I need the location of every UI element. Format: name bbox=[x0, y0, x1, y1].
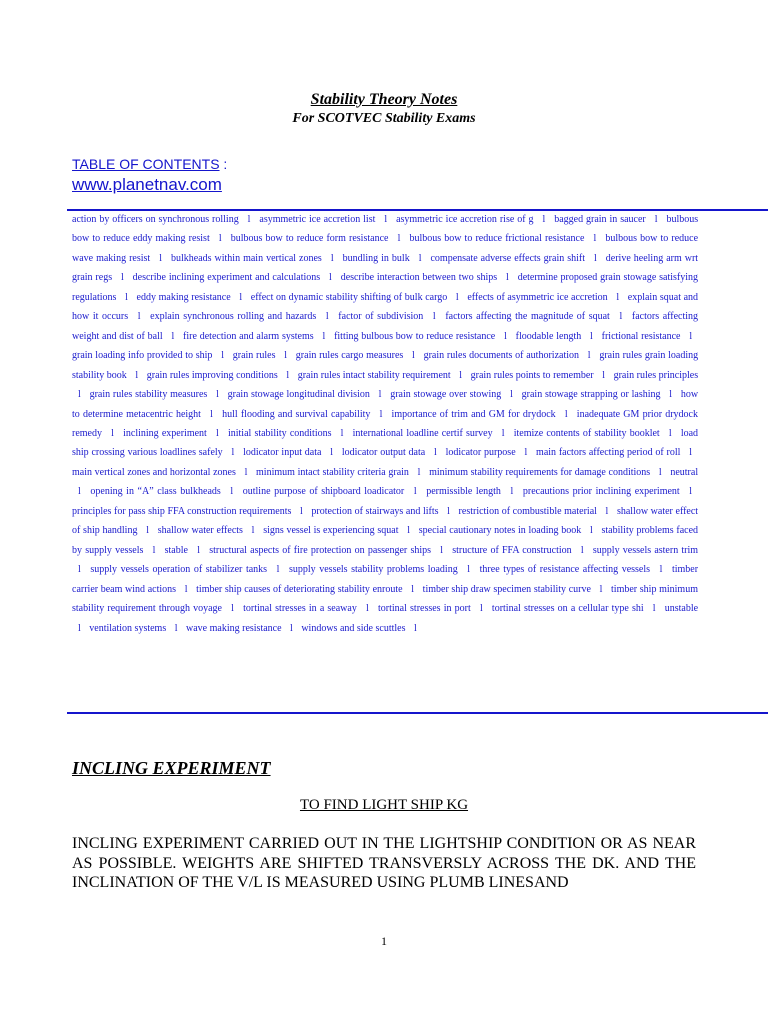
toc-entry-link[interactable]: principles for pass ship FFA construction requirements bbox=[72, 505, 292, 517]
toc-separator: l bbox=[146, 525, 149, 537]
toc-entry-link[interactable]: determine proposed grain stowage satisfying regulations bbox=[72, 272, 699, 303]
toc-entry-link[interactable]: effect on dynamic stability shifting of bulk cargo bbox=[250, 291, 448, 303]
toc-entry-link[interactable]: inadequate GM prior drydock remedy bbox=[72, 408, 698, 439]
toc-separator: l bbox=[589, 525, 593, 537]
document-subtitle: For SCOTVEC Stability Exams bbox=[292, 111, 476, 126]
toc-entry-link[interactable]: action by officers on synchronous rolling bbox=[72, 214, 239, 225]
toc-separator: l bbox=[659, 564, 663, 576]
toc-entry-link[interactable]: tortinal stresses on a cellular type shi bbox=[491, 603, 644, 615]
toc-entry-link[interactable]: grain rules cargo measures bbox=[295, 350, 404, 362]
toc-separator: l bbox=[125, 291, 128, 303]
toc-entry-link[interactable]: grain rules bbox=[232, 350, 276, 362]
toc-entry-link[interactable]: permissible length bbox=[426, 486, 501, 498]
toc-separator: l bbox=[184, 583, 188, 595]
toc-separator: l bbox=[379, 408, 383, 420]
toc-separator: l bbox=[171, 330, 175, 342]
toc-entry-link[interactable]: grain loading info provided to ship bbox=[72, 350, 213, 362]
toc-separator: l bbox=[668, 427, 672, 439]
toc-separator: l bbox=[230, 486, 234, 498]
toc-separator: l bbox=[689, 447, 693, 459]
toc-separator: l bbox=[654, 214, 658, 225]
toc-entry-link[interactable]: grain stowage strapping or lashing bbox=[521, 389, 661, 401]
toc-separator: l bbox=[397, 233, 401, 245]
toc-entry-link[interactable]: effects of asymmetric ice accretion bbox=[467, 291, 608, 303]
toc-separator: l bbox=[407, 525, 411, 537]
toc-separator: l bbox=[300, 505, 303, 517]
toc-entry-link[interactable]: special cautionary notes in loading book bbox=[418, 525, 582, 537]
toc-separator: l bbox=[417, 466, 421, 478]
toc-entry-link[interactable]: minimum intact stability criteria grain bbox=[256, 466, 409, 478]
toc-separator: l bbox=[564, 408, 568, 420]
toc-separator: l bbox=[455, 291, 459, 303]
toc-separator: l bbox=[599, 583, 603, 595]
toc-separator: l bbox=[330, 252, 334, 264]
toc-separator: l bbox=[329, 272, 332, 284]
toc-entry-link[interactable]: supply vessels astern trim bbox=[592, 544, 699, 556]
toc-separator: l bbox=[619, 311, 623, 323]
toc-separator: l bbox=[418, 252, 422, 264]
toc-entry-link[interactable]: asymmetric ice accretion list bbox=[259, 214, 376, 225]
toc-separator: l bbox=[231, 603, 234, 615]
toc-separator: l bbox=[658, 466, 662, 478]
toc-entry-link[interactable]: neutral bbox=[670, 466, 699, 478]
toc-separator: l bbox=[78, 486, 81, 498]
toc-separator: l bbox=[330, 447, 334, 459]
toc-entry-link[interactable]: wave making resistance bbox=[186, 622, 282, 634]
toc-separator: l bbox=[244, 466, 248, 478]
toc-entry-link[interactable]: tortinal stresses in port bbox=[377, 603, 471, 615]
toc-separator: l bbox=[413, 486, 417, 498]
toc-separator: l bbox=[510, 486, 514, 498]
toc-entry-link[interactable]: tortinal stresses in a seaway bbox=[243, 603, 357, 615]
toc-separator: l bbox=[78, 389, 81, 401]
toc-separator: l bbox=[587, 350, 591, 362]
toc-entry-link[interactable]: factors affecting the magnitude of squat bbox=[445, 311, 610, 323]
toc-separator: l bbox=[689, 486, 693, 498]
toc-entry-link[interactable]: fire detection and alarm systems bbox=[183, 330, 314, 342]
toc-separator: l bbox=[447, 505, 450, 517]
toc-entry-link[interactable]: hull flooding and survival capability bbox=[222, 408, 371, 420]
toc-separator: l bbox=[216, 389, 219, 401]
toc-entry-link[interactable]: windows and side scuttles bbox=[301, 622, 406, 634]
toc-entry-link[interactable]: bulkheads within main vertical zones bbox=[170, 252, 322, 264]
toc-entry-link[interactable]: grain rules documents of authorization bbox=[423, 350, 580, 362]
toc-entry-link[interactable]: timber ship draw specimen stability curve bbox=[422, 583, 591, 595]
toc-entry-link[interactable]: grain rules points to remember bbox=[470, 369, 594, 381]
toc-entry-link[interactable]: stable bbox=[164, 544, 188, 556]
toc-entry-link[interactable]: minimum stability requirements for damage conditions bbox=[429, 466, 651, 478]
toc-entry-link[interactable]: factors affecting weight and dist of ball bbox=[72, 311, 699, 342]
toc-entry-link[interactable]: importance of trim and GM for drydock bbox=[391, 408, 556, 420]
toc-separator: l bbox=[689, 330, 693, 342]
section-body: INCLING EXPERIMENT CARRIED OUT IN THE LIGHTSHIP CONDITION OR AS NEAR AS POSSIBLE. WEIGHTS ARE SHIFTED TRANSVERSLY ACROSS THE DK. AND THE INCLINATION OF THE V/L IS MEASURED USING PLUMB LINESAND bbox=[72, 835, 696, 891]
toc-separator: l bbox=[135, 369, 139, 381]
toc-separator: l bbox=[325, 311, 329, 323]
toc-separator: l bbox=[340, 427, 344, 439]
toc-separator: l bbox=[590, 330, 593, 342]
toc-entry-link[interactable]: grain rules grain loading stability book bbox=[72, 350, 699, 381]
toc-separator: l bbox=[216, 427, 219, 439]
toc-entry-link[interactable]: floodable length bbox=[515, 330, 582, 342]
toc-separator: l bbox=[366, 603, 369, 615]
toc-separator: l bbox=[378, 389, 382, 401]
toc-separator: l bbox=[284, 350, 288, 362]
toc-separator: l bbox=[413, 622, 417, 634]
toc-separator: l bbox=[247, 214, 251, 225]
toc-entry-link[interactable]: ventilation systems bbox=[89, 622, 167, 634]
toc-entry-link[interactable]: bulbous bow to reduce wave making resist bbox=[72, 233, 699, 264]
toc-entry-link[interactable]: explain squat and how it occurs bbox=[72, 291, 699, 323]
toc-entry-link[interactable]: restriction of combustible material bbox=[458, 505, 597, 517]
page-number: 1 bbox=[381, 934, 387, 948]
toc-entry-link[interactable]: explain synchronous rolling and hazards bbox=[150, 311, 317, 323]
toc-entry-link[interactable]: load ship crossing various loadlines safely bbox=[72, 427, 699, 459]
toc-entry-link[interactable]: derive heeling arm wrt grain regs bbox=[72, 252, 699, 284]
toc-separator: l bbox=[137, 311, 141, 323]
toc-list bbox=[72, 210, 698, 638]
toc-entry-link[interactable]: fitting bulbous bow to reduce resistance bbox=[334, 330, 496, 342]
toc-separator: l bbox=[276, 564, 280, 576]
toc-separator: l bbox=[111, 427, 114, 439]
toc-entry-link[interactable]: shallow water effect of ship handling bbox=[72, 505, 699, 537]
toc-separator: l bbox=[459, 369, 463, 381]
toc-entry-link[interactable]: grain stowage over stowing bbox=[390, 389, 502, 401]
toc-entry-link[interactable]: lodicator purpose bbox=[445, 447, 516, 459]
toc-header bbox=[72, 156, 227, 172]
toc-separator: l bbox=[120, 272, 124, 284]
toc-separator: l bbox=[616, 291, 620, 303]
toc-entry-link[interactable]: bulbous bow to reduce eddy making resist bbox=[72, 214, 699, 245]
toc-entry-link[interactable]: timber ship minimum stability requirement through voyage bbox=[72, 583, 698, 615]
toc-separator: l bbox=[432, 311, 436, 323]
toc-entry-link[interactable]: main factors affecting period of roll bbox=[536, 447, 681, 459]
toc-entry-link[interactable]: bulbous bow to reduce frictional resistance bbox=[409, 233, 585, 245]
toc-entry-link[interactable]: asymmetric ice accretion rise of g bbox=[396, 214, 534, 225]
toc-separator: l bbox=[510, 389, 513, 401]
toc-label-link[interactable]: TABLE OF CONTENTS bbox=[72, 156, 220, 172]
toc-entry-link[interactable]: shallow water effects bbox=[157, 525, 243, 537]
toc-separator: l bbox=[434, 447, 437, 459]
toc-separator: l bbox=[504, 330, 507, 342]
toc-separator: l bbox=[152, 544, 156, 556]
toc-separator: l bbox=[652, 603, 656, 615]
toc-entry-link[interactable]: describe inclining experiment and calculations bbox=[132, 272, 321, 284]
toc-entry-link[interactable]: stability problems faced by supply vessels bbox=[72, 525, 699, 556]
toc-entry-link[interactable]: describe interaction between two ships bbox=[340, 272, 498, 284]
toc-entry-link[interactable]: itemize contents of stability booklet bbox=[513, 427, 660, 439]
toc-separator: l bbox=[221, 350, 224, 362]
toc-entry-link[interactable]: three types of resistance affecting vessels bbox=[479, 564, 651, 576]
toc-entry-link[interactable]: grain rules intact stability requirement bbox=[297, 369, 451, 381]
toc-separator: l bbox=[251, 525, 255, 537]
toc-separator: l bbox=[286, 369, 290, 381]
toc-separator: l bbox=[78, 622, 81, 634]
toc-separator: l bbox=[197, 544, 200, 556]
section-heading: INCLING EXPERIMENT bbox=[72, 758, 271, 778]
toc-entry-link[interactable]: bagged grain in saucer bbox=[554, 214, 646, 225]
toc-separator: l bbox=[159, 252, 162, 264]
toc-entry-link[interactable]: supply vessels operation of stabilizer tanks bbox=[90, 564, 268, 576]
toc-separator: l bbox=[231, 447, 235, 459]
toc-separator: l bbox=[479, 603, 483, 615]
toc-entry-link[interactable]: grain rules principles bbox=[613, 369, 699, 381]
toc-separator: l bbox=[322, 330, 326, 342]
toc-entry-link[interactable]: eddy making resistance bbox=[136, 291, 231, 303]
toc-entry-link[interactable]: frictional resistance bbox=[601, 330, 681, 342]
toc-separator: l bbox=[174, 622, 178, 634]
toc-separator: l bbox=[605, 505, 609, 517]
toc-label-suffix: : bbox=[219, 156, 228, 172]
toc-separator: l bbox=[412, 350, 415, 362]
toc-entry-link[interactable]: international loadline certif survey bbox=[352, 427, 493, 439]
toc-separator: l bbox=[440, 544, 444, 556]
toc-separator: l bbox=[411, 583, 415, 595]
toc-separator: l bbox=[594, 252, 597, 264]
toc-separator: l bbox=[669, 389, 673, 401]
toc-entry-link[interactable]: signs vessel is experiencing squat bbox=[263, 525, 399, 537]
toc-separator: l bbox=[239, 291, 243, 303]
toc-separator: l bbox=[384, 214, 388, 225]
toc-separator: l bbox=[218, 233, 222, 245]
toc-separator: l bbox=[506, 272, 509, 284]
toc-bottom-rule bbox=[67, 712, 768, 714]
website-link[interactable]: www.planetnav.com bbox=[72, 175, 222, 194]
toc-entry-link[interactable]: opening in “A” class bulkheads bbox=[90, 486, 221, 498]
toc-entry-link[interactable]: unstable bbox=[664, 603, 699, 615]
toc-entry-link[interactable]: timber ship causes of deteriorating stability enroute bbox=[196, 583, 403, 595]
toc-separator: l bbox=[593, 233, 597, 245]
toc-entry-link[interactable]: protection of stairways and lifts bbox=[311, 505, 439, 517]
toc-entry-link[interactable]: grain stowage longitudinal division bbox=[227, 389, 370, 401]
toc-separator: l bbox=[467, 564, 471, 576]
toc-entry-link[interactable]: how to determine metacentric height bbox=[72, 389, 699, 420]
toc-entry-link[interactable]: structure of FFA construction bbox=[452, 544, 572, 556]
toc-entry-link[interactable]: structural aspects of fire protection on passenger ships bbox=[209, 544, 432, 556]
toc-entry-link[interactable]: bulbous bow to reduce form resistance bbox=[230, 233, 389, 245]
toc-entry-link[interactable]: precautions prior inclining experiment bbox=[522, 486, 680, 498]
toc-separator: l bbox=[501, 427, 505, 439]
toc-entry-link[interactable]: lodicator output data bbox=[341, 447, 426, 459]
toc-entry-link[interactable]: supply vessels stability problems loading bbox=[289, 564, 458, 576]
toc-entry-link[interactable]: compensate adverse effects grain shift bbox=[430, 252, 585, 264]
toc-separator: l bbox=[290, 622, 293, 634]
toc-separator: l bbox=[210, 408, 213, 420]
toc-entry-link[interactable]: lodicator input data bbox=[243, 447, 322, 459]
toc-entry-link[interactable]: outline purpose of shipboard loadicator bbox=[242, 486, 405, 498]
toc-entry-link[interactable]: main vertical zones and horizontal zones bbox=[72, 466, 236, 478]
toc-separator: l bbox=[524, 447, 528, 459]
toc-separator: l bbox=[580, 544, 584, 556]
toc-entry-link[interactable]: grain rules stability measures bbox=[89, 389, 208, 401]
section-subheading: TO FIND LIGHT SHIP KG bbox=[299, 797, 469, 813]
toc-separator: l bbox=[542, 214, 546, 225]
toc-entry-link[interactable]: inclining experiment bbox=[123, 427, 207, 439]
toc-entry-link[interactable]: grain rules improving conditions bbox=[146, 369, 278, 381]
toc-separator: l bbox=[602, 369, 605, 381]
document-title: Stability Theory Notes bbox=[310, 91, 458, 108]
toc-entry-link[interactable]: timber carrier beam wind actions bbox=[72, 564, 699, 595]
toc-entry-link[interactable]: bundling in bulk bbox=[342, 252, 410, 264]
toc-entry-link[interactable]: initial stability conditions bbox=[227, 427, 332, 439]
toc-separator: l bbox=[78, 564, 81, 576]
toc-entry-link[interactable]: factor of subdivision bbox=[338, 311, 424, 323]
